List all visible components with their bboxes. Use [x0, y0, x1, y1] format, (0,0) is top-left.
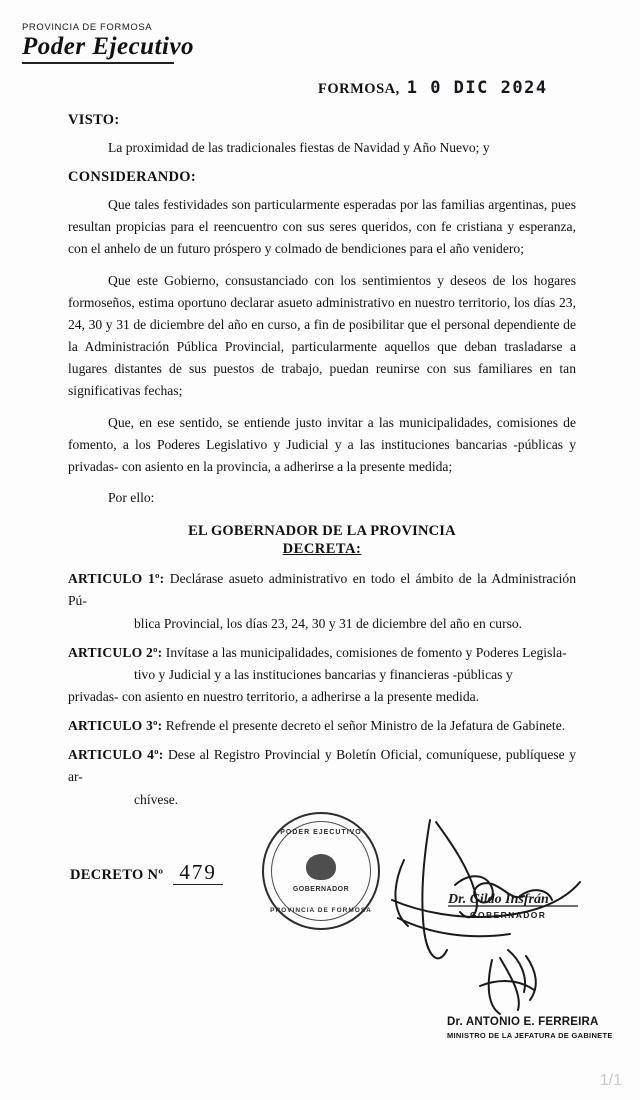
letterhead	[22, 22, 282, 64]
article-3-label: ARTICULO 3º:	[68, 718, 163, 734]
seal-top-text: PODER EJECUTIVO	[280, 829, 362, 836]
minister-signature-title: MINISTRO DE LA JEFATURA DE GABINETE	[447, 1031, 613, 1040]
governor-signature-name: Dr. Gildo Insfrán	[448, 892, 549, 907]
dateline-city: FORMOSA,	[318, 81, 400, 97]
enacting-clause	[68, 523, 576, 558]
page-counter: 1/1	[599, 1072, 622, 1089]
article-3	[68, 715, 576, 737]
article-2-label: ARTICULO 2º:	[68, 644, 163, 660]
governor-signature-title: GOBERNADOR	[470, 910, 547, 920]
dateline	[318, 78, 548, 98]
enacting-line-1: EL GOBERNADOR DE LA PROVINCIA	[188, 523, 456, 540]
article-3-first-line: Refrende el presente decreto el señor Ministro de la Jefatura de Gabinete.	[162, 718, 566, 734]
article-2-continuation-2: privadas- con asiento en nuestro territorio, a adherirse a la presente medida.	[68, 688, 480, 704]
article-1-label: ARTICULO 1º:	[68, 571, 165, 587]
article-4-first-line: Dese al Registro Provincial y Boletín Oficial, comuníquese, publíquese y ar-	[68, 747, 576, 785]
letterhead-rule	[22, 62, 174, 64]
article-1	[68, 568, 576, 634]
article-2-first-line: Invítase a las municipalidades, comisiones de fomento y Poderes Legisla-	[162, 644, 567, 660]
seal-mid-text: GOBERNADOR	[292, 886, 350, 893]
decree-number-value: 479	[173, 862, 223, 885]
document-body	[68, 112, 576, 818]
considerando-heading: CONSIDERANDO:	[68, 169, 196, 186]
visto-text: La proximidad de las tradicionales fiestas de Navidad y Año Nuevo; y	[108, 140, 490, 155]
article-4-label: ARTICULO 4º:	[68, 747, 164, 763]
article-2-continuation: tivo y Judicial y a las instituciones bancarias y financieras -públicas y	[134, 666, 513, 682]
article-1-first-line: Declárase asueto administrativo en todo el ámbito de la Administración Pú-	[68, 571, 576, 609]
por-ello-text: Por ello:	[108, 490, 155, 506]
article-1-continuation: blica Provincial, los días 23, 24, 30 y 31 de diciembre del año en curso.	[134, 615, 523, 631]
date-stamp: 1 0 DIC 2024	[406, 78, 548, 98]
considerando-paragraph: Que tales festividades son particularmente esperadas por las familias argentinas, pues resultan propicias para el reencuentro con sus seres queridos, con fe cristiana y esperanza, con el anhelo de un futuro próspero y colmado de bendiciones para el año venidero;	[68, 197, 576, 257]
signature-area	[0, 800, 640, 1080]
article-4-continuation: chívese.	[134, 791, 179, 807]
letterhead-province: PROVINCIA DE FORMOSA	[22, 22, 153, 33]
decree-number-label: DECRETO Nº	[70, 867, 164, 883]
official-seal	[262, 812, 380, 930]
letterhead-branch: Poder Ejecutivo	[22, 33, 195, 60]
considerando-paragraph: Que este Gobierno, consustanciado con los sentimientos y deseos de los hogares formoseños, estima oportuno declarar asueto administrativo en nuestro territorio, los días 23, 24, 30 y 31 de diciembre del año en curso, a fin de posibilitar que el personal dependiente de la Administración Pública Provincial, particularmente aquellos que deban trasladarse a lugares distantes de sus puestos de trabajo, puedan reunirse con sus familiares en tan significativas fechas;	[68, 272, 576, 399]
minister-signature-name: Dr. ANTONIO E. FERREIRA	[447, 1016, 599, 1028]
decree-number-block	[70, 862, 223, 885]
seal-bottom-text: PROVINCIA DE FORMOSA	[270, 907, 372, 914]
considerando-paragraph: Que, en ese sentido, se entiende justo invitar a las municipalidades, comisiones de fomento, a los Poderes Legislativo y Judicial y a las instituciones bancarias -públicas y privadas- con asiento en la provincia, a adherirse a la presente medida;	[68, 414, 576, 474]
article-2	[68, 642, 576, 708]
visto-heading: VISTO:	[68, 112, 120, 128]
seal-crest-icon	[306, 854, 336, 880]
enacting-line-2: DECRETA:	[282, 541, 362, 558]
